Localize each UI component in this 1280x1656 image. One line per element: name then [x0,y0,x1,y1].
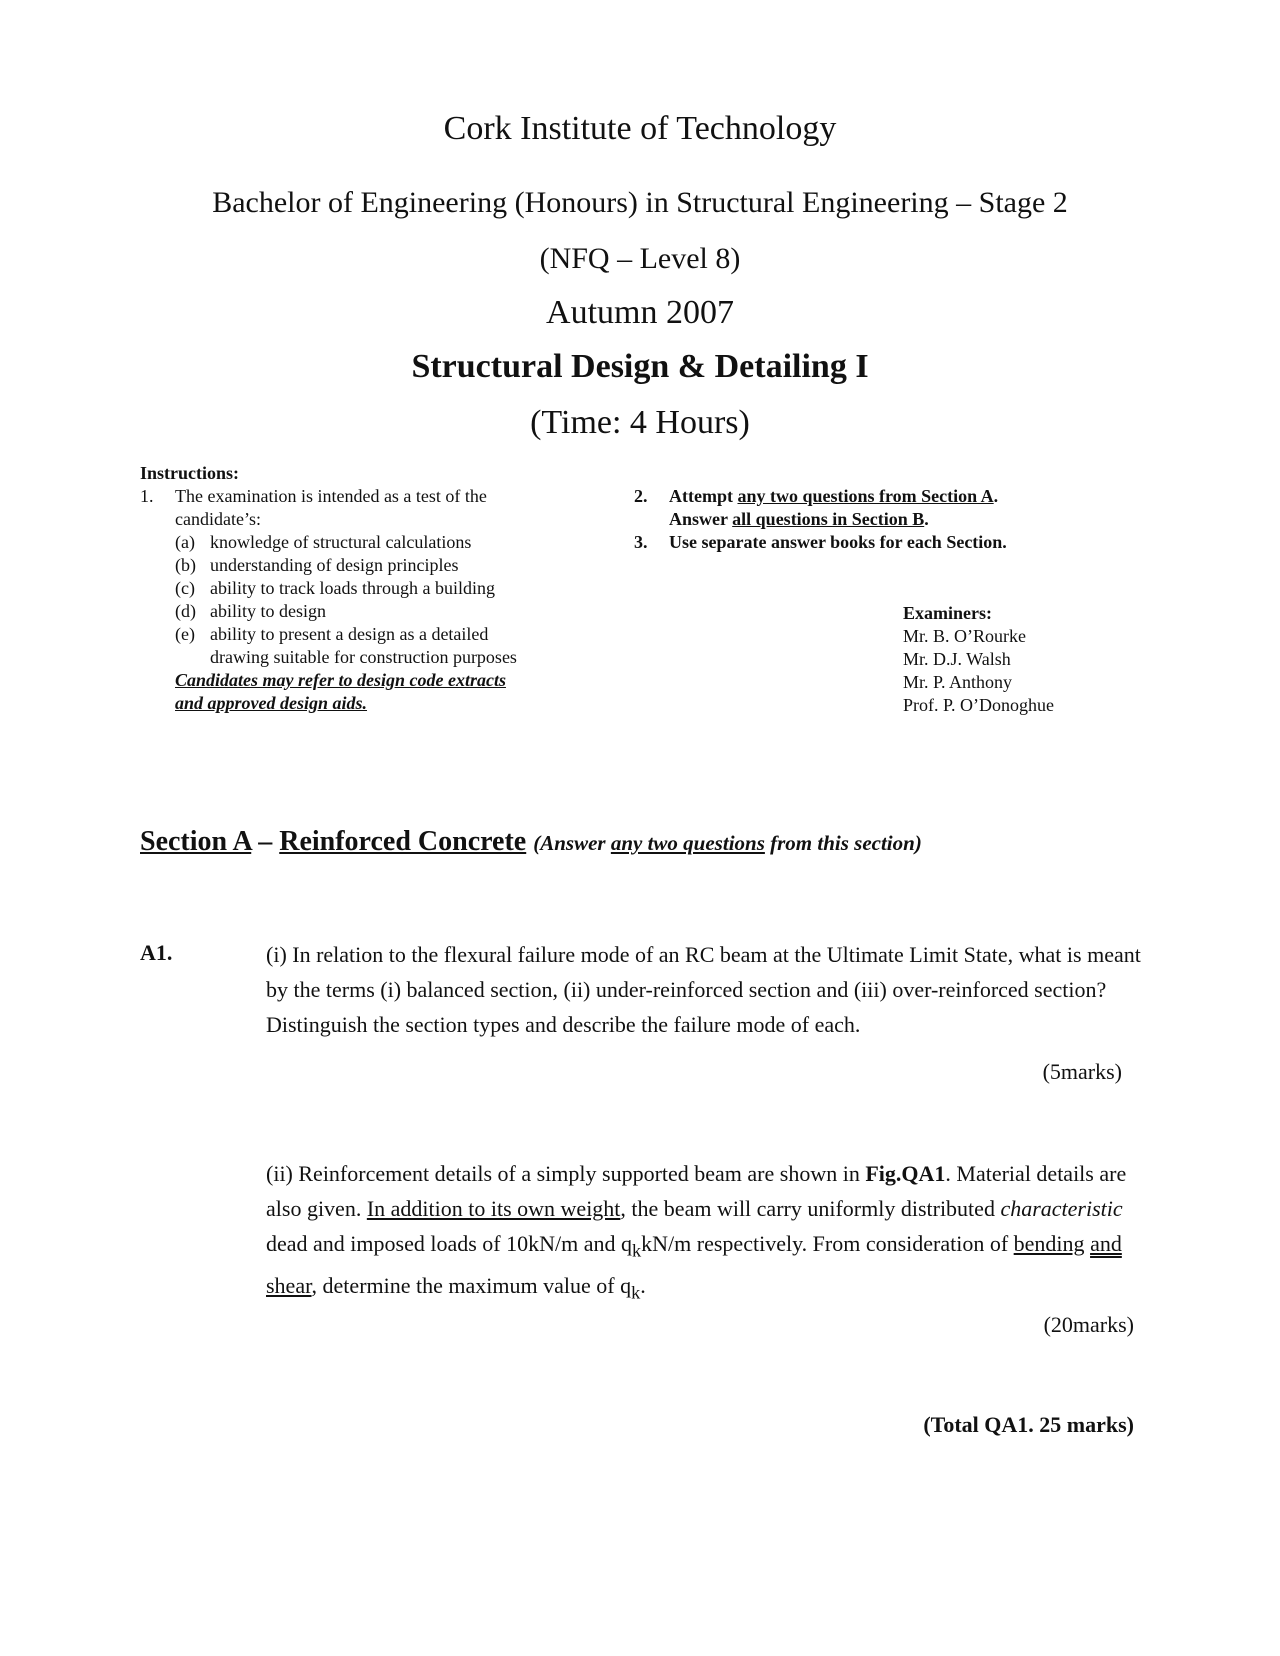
instructions-heading: Instructions: [140,463,240,483]
list-item-letter: (e) [175,624,195,644]
section-a-heading [140,826,922,858]
part-2-text: , the beam will carry uniformly distributed [620,1196,1001,1221]
reference-note-line1: Candidates may refer to design code extracts [175,670,506,690]
section-note [533,831,922,855]
instruction-3-text: Use separate answer books for each Section. [669,532,1007,552]
list-item-text: ability to track loads through a building [210,578,495,598]
section-note-post: from this section) [764,831,922,855]
list-item-letter: (a) [175,532,195,552]
instruction-1-number: 1. [140,486,154,506]
instruction-2b-underlined: all questions in Section B [732,509,925,529]
instruction-2-number: 2. [634,486,648,506]
instruction-2 [634,485,1074,531]
section-note-pre: (Answer [533,831,611,855]
list-item-text: knowledge of structural calculations [210,532,472,552]
subscript: k [632,1240,642,1261]
instructions-list-right [634,485,1074,554]
part-2-underlined: bending [1013,1231,1085,1256]
instruction-1-text: The examination is intended as a test of the [175,486,487,506]
instruction-2-post: . [993,486,999,506]
list-item-text: ability to design [210,601,326,621]
question-number: A1. [140,940,173,965]
list-item-letter: (c) [175,578,195,598]
module-title: Structural Design & Detailing I [411,348,869,385]
instruction-1-text-cont: candidate’s: [175,509,261,529]
question-total-marks: (Total QA1. 25 marks) [923,1412,1134,1437]
part-2-text: kN/m respectively. From consideration of [641,1231,1014,1256]
instruction-2b-post: . [924,509,929,529]
exam-duration: (Time: 4 Hours) [530,404,750,441]
section-note-underlined: any two questions [610,831,765,855]
nfq-level: (NFQ – Level 8) [539,242,741,275]
list-item-letter: (b) [175,555,196,575]
examiner-name: Mr. P. Anthony [903,672,1013,692]
part-1-marks: (5marks) [1042,1059,1122,1084]
part-2-italic: characteristic [1000,1196,1123,1221]
exam-session: Autumn 2007 [546,294,734,331]
list-item-text: understanding of design principles [210,555,459,575]
programme-title: Bachelor of Engineering (Honours) in Structural Engineering – Stage 2 [212,186,1068,219]
list-item [140,623,550,669]
list-item-text: ability to present a design as a detailed drawing suitable for construction purposes [210,624,517,667]
examiner-name: Prof. P. O’Donoghue [903,695,1054,715]
instruction-3-number: 3. [634,532,648,552]
part-2-underlined: and [1090,1231,1122,1256]
examiner-name: Mr. D.J. Walsh [903,649,1011,669]
section-dash: – [251,826,280,857]
list-item [140,531,550,554]
question-part-1: (i) In relation to the flexural failure mode of an RC beam at the Ultimate Limit State, what is meant by the terms (i) balanced section, (ii) under-reinforced section and (iii) over-reinforced section? Distinguish the section types and describe the failure mode of each. [266,942,1141,1037]
list-item [140,577,550,600]
reference-note [140,669,550,715]
question-part-2 [266,1156,1146,1311]
instruction-2-text [669,485,998,531]
list-item [140,554,550,577]
list-item-letter: (d) [175,601,196,621]
instruction-2-pre: Attempt [669,486,738,506]
part-2-text: . [640,1273,646,1299]
instructions-list [140,485,550,715]
instruction-2b-pre: Answer [669,509,733,529]
part-2-underlined: shear [266,1273,312,1299]
instruction-2-underlined: any two questions from Section A [737,486,994,506]
part-2-text: (ii) Reinforcement details of a simply supported beam are shown in [266,1161,866,1186]
examiners-heading: Examiners: [903,603,992,623]
subscript: k [631,1282,641,1303]
instruction-3 [634,531,1074,554]
reference-note-line2: and approved design aids. [175,693,368,713]
figure-reference: Fig.QA1 [865,1161,946,1186]
instruction-1 [140,485,550,508]
section-label: Section A [140,826,252,857]
part-2-text: . Material details are also given. [266,1161,1127,1221]
part-2-text: dead and imposed loads of 10kN/m and q [266,1231,632,1256]
list-item [140,600,550,623]
part-2-text: , determine the maximum value of q [311,1273,632,1299]
examiners-block [903,602,1054,717]
examiner-name: Mr. B. O’Rourke [903,626,1026,646]
part-2-marks: (20marks) [1043,1312,1134,1337]
institution-title: Cork Institute of Technology [443,110,837,147]
section-title: Reinforced Concrete [279,826,527,857]
part-2-underlined: In addition to its own weight [366,1196,621,1221]
